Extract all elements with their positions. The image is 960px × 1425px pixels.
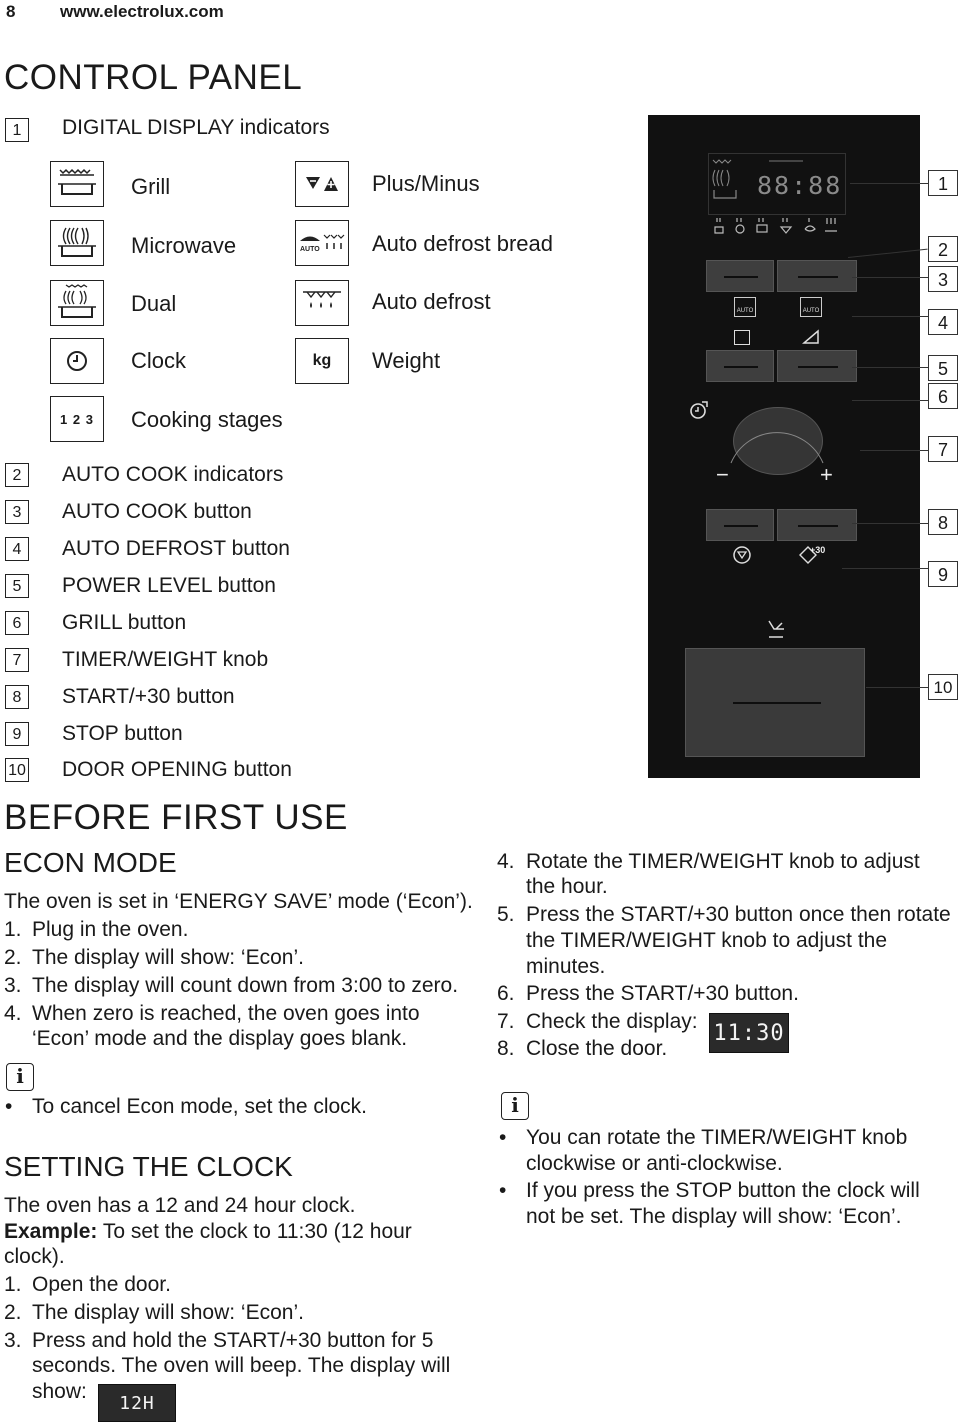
- clock-label: Clock: [131, 348, 187, 373]
- clock-example: [4, 1219, 412, 1245]
- clock-icon: [50, 338, 104, 384]
- leader-line: [852, 367, 928, 368]
- example-label: Example:: [4, 1220, 98, 1243]
- clock-step: Press the START/+30 button.: [526, 982, 799, 1005]
- example-text: To set the clock to 11:30 (12 hour: [97, 1220, 412, 1243]
- stop-button-label: STOP button: [62, 722, 183, 745]
- panel-callout: 5: [928, 355, 958, 381]
- setting-clock-title: SETTING THE CLOCK: [4, 1151, 293, 1182]
- dual-icon: [50, 280, 104, 326]
- callout-number: 5: [5, 574, 29, 598]
- auto-defrost-bread-icon: [295, 220, 349, 266]
- econ-step-num: 4.: [4, 1002, 22, 1025]
- panel-callout: 7: [928, 436, 958, 462]
- clock-step-num: 5.: [497, 903, 515, 926]
- clock-example-cont: clock).: [4, 1245, 65, 1268]
- display-1130: 11:30: [709, 1013, 789, 1053]
- door-open-icon: [766, 619, 786, 639]
- auto-defrost-button[interactable]: [777, 260, 857, 292]
- stop-icon: [732, 545, 752, 565]
- clock-step: Check the display:: [526, 1010, 698, 1033]
- clock-step-num: 4.: [497, 850, 515, 873]
- auto-defrost-label: Auto defrost: [372, 289, 491, 314]
- power-level-button-label: POWER LEVEL button: [62, 574, 276, 597]
- grill-button[interactable]: [777, 350, 857, 382]
- clock-step-cont: seconds. The oven will beep. The display will: [32, 1354, 451, 1377]
- start-button[interactable]: [777, 509, 857, 541]
- dual-label: Dual: [131, 291, 177, 316]
- microwave-label: Microwave: [131, 233, 237, 258]
- minus-glyph: −: [716, 462, 729, 487]
- clock-note-cont: clockwise or anti-clockwise.: [526, 1152, 783, 1175]
- grill-label: Grill: [131, 174, 171, 199]
- econ-step: Plug in the oven.: [32, 918, 189, 941]
- panel-callout: 9: [928, 561, 958, 587]
- panel-callout: 1: [928, 170, 958, 196]
- auto-defrost-icon: [295, 280, 349, 326]
- microwave-icon: [50, 220, 104, 266]
- weight-label: Weight: [372, 348, 441, 373]
- callout-number: 6: [5, 611, 29, 635]
- callout-number: 8: [5, 685, 29, 709]
- panel-callout: 8: [928, 509, 958, 535]
- clock-note: • You can rotate the TIMER/WEIGHT knob: [526, 1125, 907, 1151]
- control-panel-title: CONTROL PANEL: [4, 58, 303, 97]
- clock-step-num: 2.: [4, 1301, 22, 1324]
- auto-defrost-button-label: AUTO DEFROST button: [62, 537, 290, 560]
- auto-cook-button[interactable]: [706, 260, 774, 292]
- econ-step: The display will count down from 3:00 to zero.: [32, 974, 459, 997]
- clock-note: • If you press the STOP button the clock will: [526, 1178, 920, 1204]
- start-icon-label: +30: [810, 545, 826, 555]
- timer-icon: [688, 399, 710, 421]
- auto-defrost-panel-icon: [800, 297, 822, 317]
- clock-step-num: 7.: [497, 1010, 515, 1033]
- panel-callout: 2: [928, 236, 958, 262]
- plus-minus-icon: [295, 161, 349, 207]
- display-digits: 88:88: [757, 171, 843, 200]
- stop-button[interactable]: [706, 509, 774, 541]
- clock-step-cont: the TIMER/WEIGHT knob to adjust the: [526, 929, 888, 952]
- leader-line: [850, 183, 928, 184]
- clock-intro: The oven has a 12 and 24 hour clock.: [4, 1194, 356, 1217]
- display-12h: 12H: [98, 1384, 176, 1422]
- leader-line: [842, 568, 928, 569]
- clock-step-num: 1.: [4, 1273, 22, 1296]
- door-opening-button-label: DOOR OPENING button: [62, 758, 292, 781]
- panel-callout: 4: [928, 309, 958, 335]
- clock-step-num: 8.: [497, 1037, 515, 1060]
- info-icon: i: [501, 1092, 529, 1120]
- callout-number: 2: [5, 463, 29, 487]
- grill-panel-icon: [802, 329, 820, 345]
- panel-callout: 10: [928, 674, 958, 700]
- cooking-stages-icon: [50, 396, 104, 442]
- plus-glyph: +: [820, 462, 833, 487]
- clock-note-cont: not be set. The display will show: ‘Econ’.: [526, 1205, 902, 1228]
- auto-cook-icon: [734, 297, 756, 317]
- auto-cook-indicators-label: AUTO COOK indicators: [62, 463, 284, 486]
- weight-icon: [295, 338, 349, 384]
- callout-number: 7: [5, 648, 29, 672]
- control-panel-illustration: [648, 115, 920, 778]
- start-button-label: START/+30 button: [62, 685, 235, 708]
- plus-minus-label: Plus/Minus: [372, 171, 480, 196]
- knob-arc-icon: [723, 407, 831, 479]
- callout-number: 1: [5, 118, 29, 142]
- econ-step: The display will show: ‘Econ’.: [32, 946, 304, 969]
- clock-step-num: 3.: [4, 1329, 22, 1352]
- clock-step: Rotate the TIMER/WEIGHT knob to adjust: [526, 850, 920, 873]
- leader-line: [852, 316, 928, 317]
- clock-step-cont: show:: [32, 1380, 87, 1403]
- clock-step: Close the door.: [526, 1037, 668, 1060]
- grill-button-label: GRILL button: [62, 611, 187, 634]
- leader-line: [852, 277, 928, 278]
- clock-step: Open the door.: [32, 1273, 171, 1296]
- callout-number: 10: [5, 758, 29, 782]
- timer-weight-knob-label: TIMER/WEIGHT knob: [62, 648, 269, 671]
- digital-display: [708, 153, 846, 215]
- panel-callout: 6: [928, 383, 958, 409]
- econ-step-num: 1.: [4, 918, 22, 941]
- clock-step: Press and hold the START/+30 button for 5: [32, 1329, 434, 1352]
- clock-step-cont: minutes.: [526, 955, 606, 978]
- econ-step-num: 3.: [4, 974, 22, 997]
- digital-display-indicators-label: DIGITAL DISPLAY indicators: [62, 116, 330, 139]
- panel-callout: 3: [928, 266, 958, 292]
- before-first-use-title: BEFORE FIRST USE: [4, 798, 348, 837]
- clock-step-num: 6.: [497, 982, 515, 1005]
- auto-cook-indicators: [713, 215, 843, 237]
- power-level-icon: [734, 330, 750, 345]
- auto-defrost-bread-label: Auto defrost bread: [372, 231, 554, 256]
- callout-number: 4: [5, 537, 29, 561]
- header-url[interactable]: www.electrolux.com: [60, 2, 224, 21]
- leader-line: [866, 687, 928, 688]
- power-level-button[interactable]: [706, 350, 774, 382]
- leader-line: [860, 450, 928, 451]
- page-number: 8: [6, 2, 16, 21]
- clock-step: Press the START/+30 button once then rotate: [526, 903, 951, 926]
- econ-mode-title: ECON MODE: [4, 847, 177, 878]
- cooking-stages-glyph: 1 2 3: [60, 411, 94, 427]
- door-opening-button[interactable]: [685, 648, 865, 757]
- leader-line: [852, 523, 928, 524]
- auto-label: AUTO: [736, 308, 754, 314]
- callout-number: 9: [5, 722, 29, 746]
- cooking-stages-label: Cooking stages: [131, 407, 283, 432]
- auto-text: AUTO: [300, 246, 320, 253]
- grill-icon: [50, 161, 104, 207]
- econ-intro: The oven is set in ‘ENERGY SAVE’ mode (‘Econ’).: [4, 890, 473, 913]
- econ-step-cont: ‘Econ’ mode and the display goes blank.: [32, 1027, 408, 1050]
- auto-cook-button-label: AUTO COOK button: [62, 500, 252, 523]
- info-icon: i: [6, 1063, 34, 1091]
- weight-glyph: kg: [312, 352, 332, 369]
- leader-line: [852, 400, 928, 401]
- econ-note: • To cancel Econ mode, set the clock.: [32, 1094, 367, 1120]
- econ-step: When zero is reached, the oven goes into: [32, 1002, 420, 1025]
- callout-number: 3: [5, 500, 29, 524]
- clock-step: The display will show: ‘Econ’.: [32, 1301, 304, 1324]
- econ-step-num: 2.: [4, 946, 22, 969]
- auto-label: AUTO: [802, 308, 820, 314]
- clock-step-cont: the hour.: [526, 875, 608, 898]
